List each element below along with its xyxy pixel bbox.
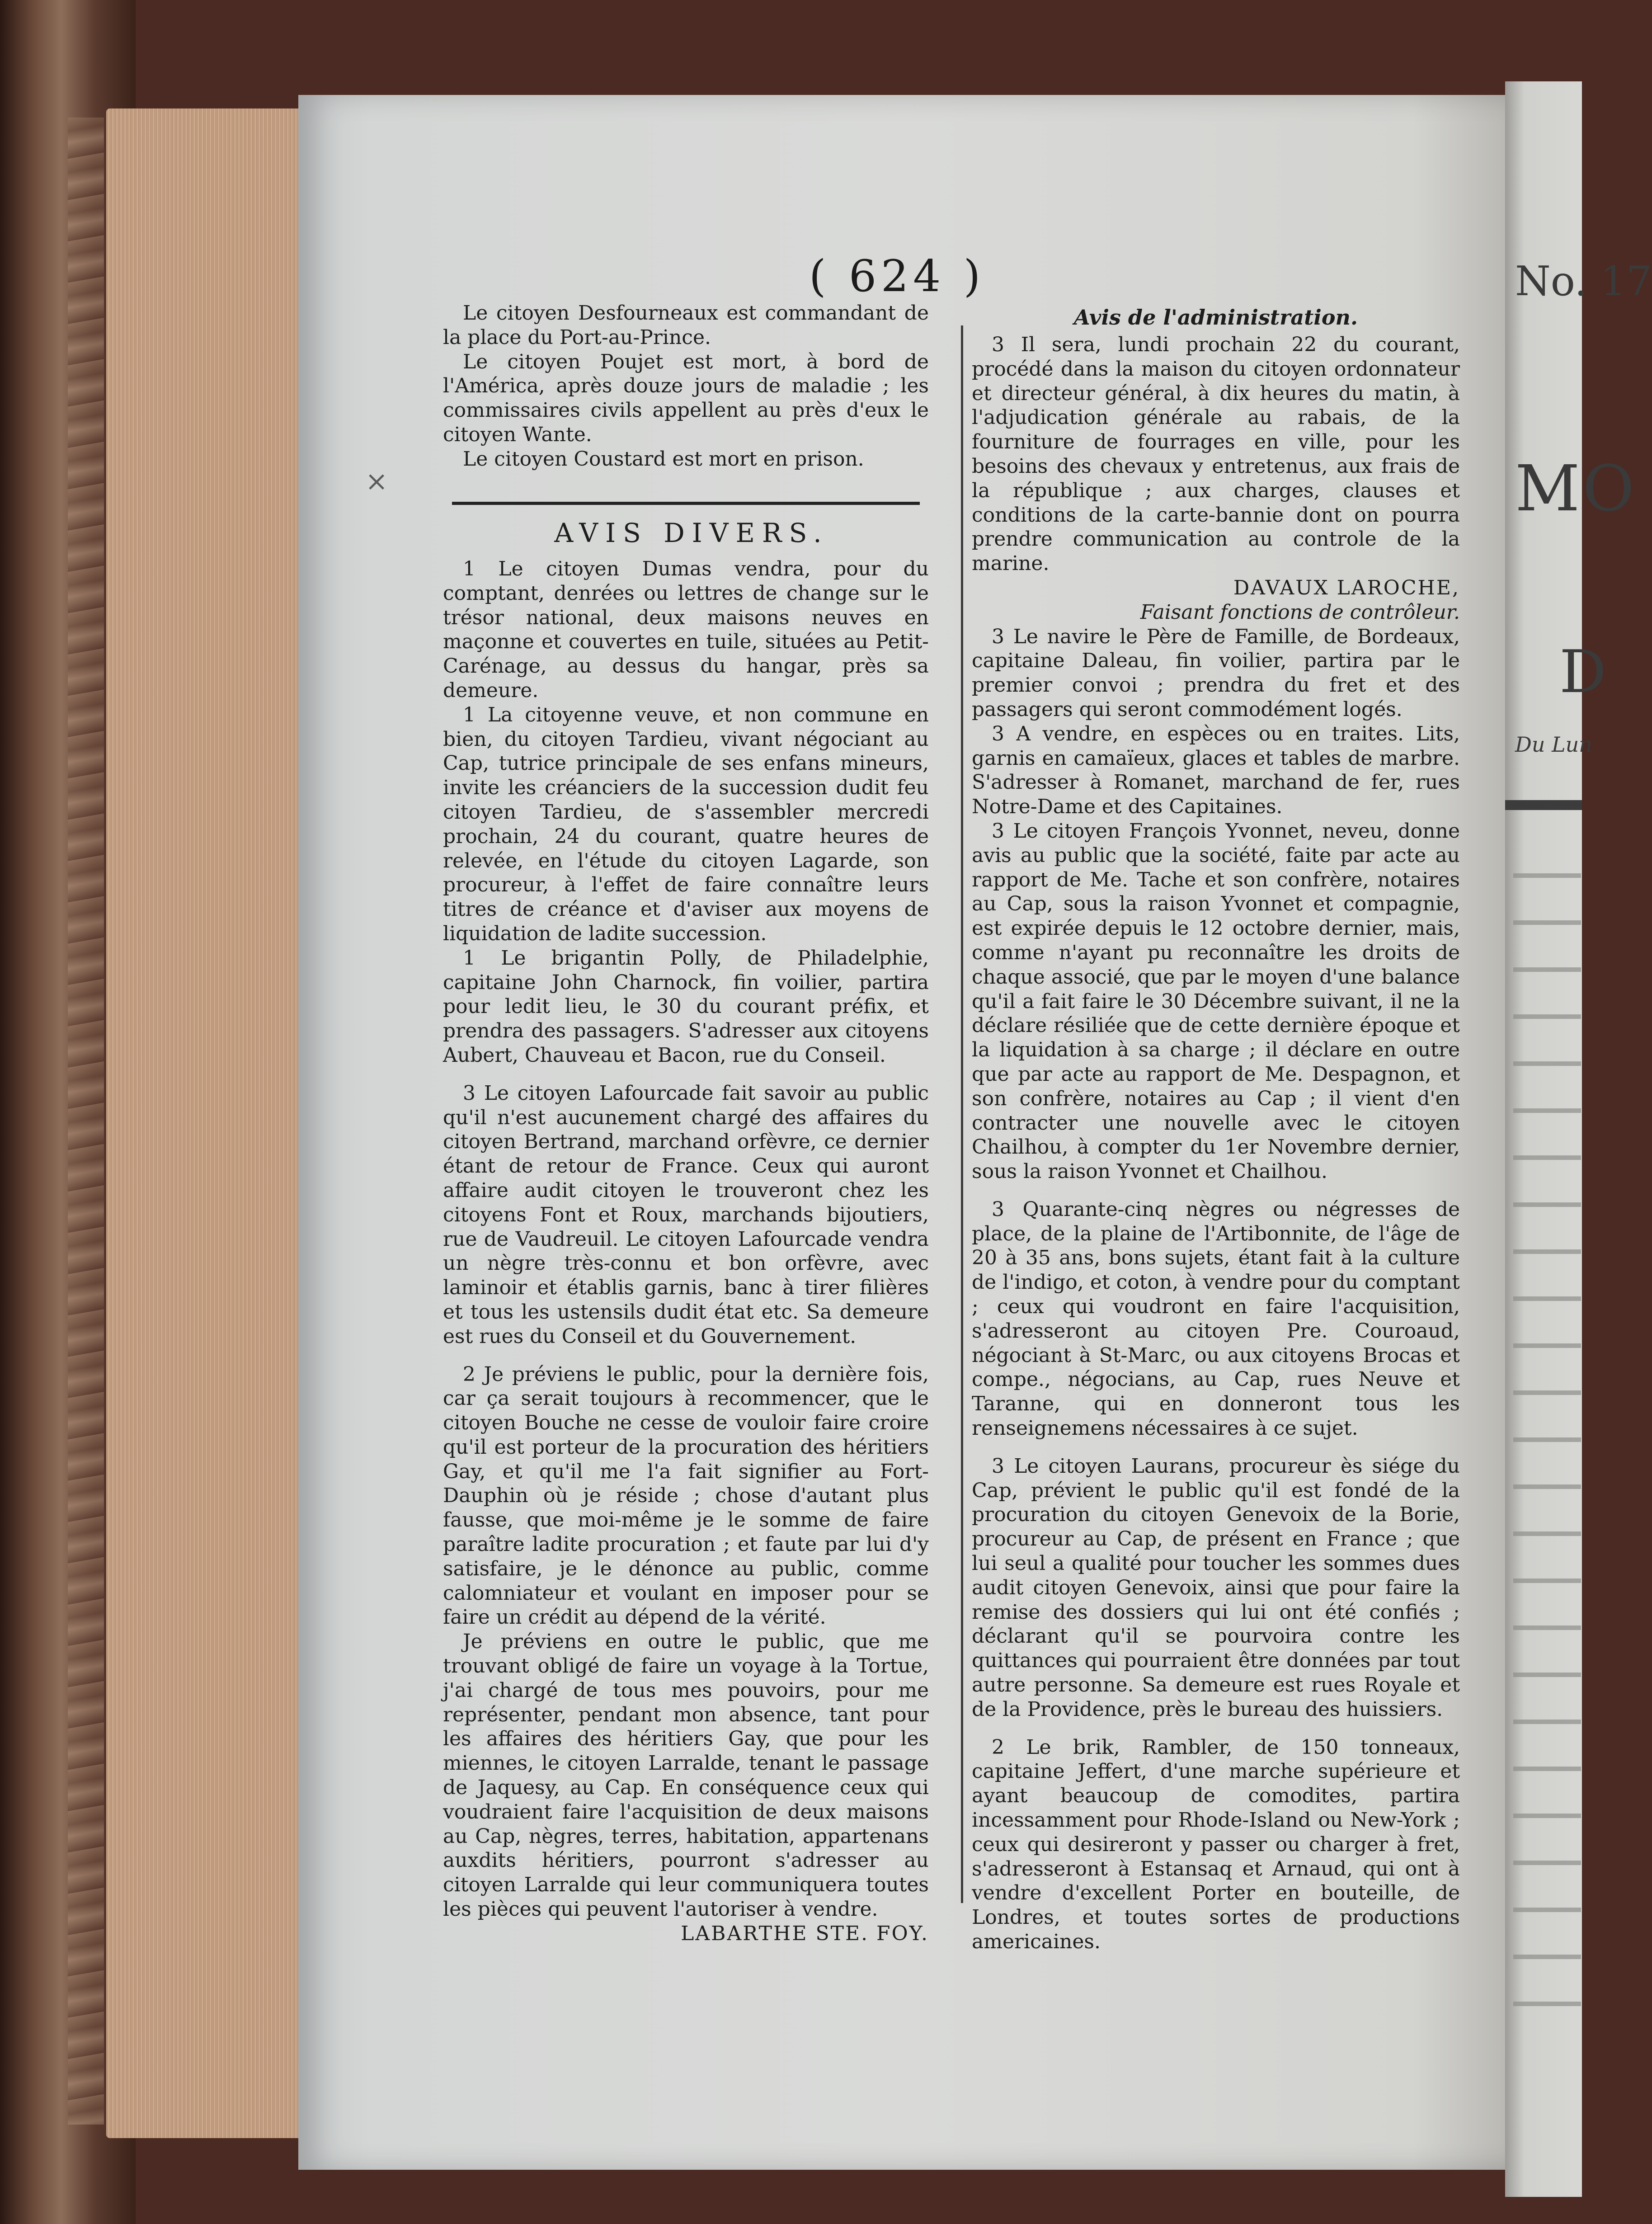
notice-signature: LABARTHE STE. FOY. [681,1922,929,1945]
notice-paragraph: 3 Le citoyen François Yvonnet, neveu, donne avis au public que la société, faite par acte au rapport de Me. Tache et son confrère, notaires au Cap, sous la raison Yvonnet et compagnie, est expirée depuis le 12 octobre dernier, mais, comme n'ayant pu reconnaître les droits de chaque associé, que par le moyen d'une balance qu'il a fait faire le 30 Décembre suivant, il ne la déclare résiliée que de cette dernière époque et la liquidation à sa charge ; il déclare en outre que par acte au rapport de Me. Despagnon, et son confrère, notaires au Cap ; il vient d'en contracter une nouvelle avec le citoyen Chailhou, à compter du 1er Novembre dernier, sous la raison Yvonnet et Chailhou. [972,819,1460,1183]
facing-page-subtitle: D [1559,637,1607,706]
page-number: ( 624 ) [809,251,985,302]
section-title: AVIS DIVERS. [554,518,829,548]
page-edges [106,108,305,2138]
admin-notice: 3 Il sera, lundi prochain 22 du courant, procédé dans la maison du citoyen ordonnateur et directeur général, à dix heures du matin, à l'adjudication générale au rabais, de la fourniture de fourrages en ville, pour les besoins des chevaux y entretenus, aux frais de la république ; aux charges, clauses et conditions de la carte-bannie dont on pourra prendre communication au controle de la marine. [972,333,1460,575]
pencil-mark: × [365,466,388,497]
notice-paragraph: 3 A vendre, en espèces ou en traites. Lits, garnis en camaïeux, glaces et tables de marbre. S'adresser à Romanet, marchand de fer, rues Notre-Dame et des Capitaines. [972,722,1460,819]
left-column [443,301,929,471]
facing-page-masthead: MO [1515,452,1638,526]
notice-paragraph: 1 Le brigantin Polly, de Philadelphie, capitaine John Charnock, fin voilier, partira pour ledit lieu, le 30 du courant préfix, et prendra des passagers. S'adresser aux citoyens Aubert, Chauveau et Bacon, rue du Conseil. [443,946,929,1067]
notice-paragraph: Je préviens en outre le public, que me trouvant obligé de faire un voyage à la Tortue, j'ai chargé de tous mes pouvoirs, pour me représenter, pendant mon absence, tant pour les affaires des héritiers Gay, que pour les miennes, le citoyen Larralde, tenant le passage de Jaquesy, au Cap. En conséquence ceux qui voudraient faire l'acquisition de deux maisons au Cap, nègres, terres, habitation, appartenans auxdits héritiers, pourront s'adresser au citoyen Larralde qui leur communiquera toutes les pièces qui peuvent l'autoriser à vendre. [443,1630,929,1921]
horizontal-rule [452,502,920,505]
notice-paragraph: 3 Le citoyen Laurans, procureur ès siége du Cap, prévient le public qu'il est fondé de la procuration du citoyen Genevoix de la Borie, procureur au Cap, de présent en France ; que lui seul a qualité pour toucher les sommes dues audit citoyen Genevoix, ainsi que pour faire la remise des dossiers qui lui ont été confiés ; déclarant qu'il se pourvoira contre les quittances qui pourraient être données par tout autre personne. Sa demeure est rues Royale et de la Providence, près le bureau des huissiers. [972,1454,1460,1721]
notice-paragraph: 2 Le brik, Rambler, de 150 tonneaux, capitaine Jeffert, d'une marche supérieure et ayant beaucoup de comodites, partira incessamment pour Rhode-Island ou New-York ; ceux qui desireront y passer ou charger à fret, s'adresseront à Estansaq et Arnaud, qui ont à vendre d'excellent Porter en bouteille, de Londres, et toutes sortes de productions americaines. [972,1735,1460,1953]
intro-paragraph: Le citoyen Poujet est mort, à bord de l'América, après douze jours de maladie ; les commissaires civils appellent au près d'eux le citoyen Wante. [443,350,929,446]
facing-page-text-lines [1513,850,1581,2025]
left-notices [443,557,929,1946]
intro-paragraph: Le citoyen Coustard est mort en prison. [463,447,864,471]
notice-paragraph: 1 La citoyenne veuve, et non commune en bien, du citoyen Tardieu, vivant négociant au Cap, tutrice principale de ses enfans mineurs, invite les créanciers de la succession dudit feu citoyen Tardieu, de s'assembler mercredi prochain, 24 du courant, quatre heures de relevée, en l'étude du citoyen Lagarde, son procureur, à l'effet de faire connaître leurs titres de créance et d'aviser aux moyens de liquidation de ladite succession. [443,703,929,945]
right-column [972,333,1460,1954]
admin-role: Faisant fonctions de contrôleur. [1140,600,1460,624]
administration-heading: Avis de l'administration. [1073,305,1358,330]
notice-paragraph: 3 Quarante-cinq nègres ou négresses de place, de la plaine de l'Artibonnite, de l'âge de 20 à 35 ans, bons sujets, étant fait à la culture de l'indigo, et coton, à vendre pour du comptant ; ceux qui voudront en faire l'acquisition, s'adresseront au citoyen Pre. Couroaud, négociant à St-Marc, ou aux citoyens Brocas et compe., négocians, au Cap, rues Neuve et Taranne, qui en donneront tous les renseignemens nécessaires à ce sujet. [972,1197,1460,1440]
notice-paragraph: 3 Le navire le Père de Famille, de Bordeaux, capitaine Daleau, fin voilier, partira par le premier convoi ; prendra du fret et des passagers qui seront commodément logés. [972,625,1460,721]
column-divider [961,325,963,1903]
facing-page-rule [1505,800,1582,810]
facing-page-number: No. 17 [1515,258,1652,305]
facing-page-fragment [1505,81,1652,2197]
notice-paragraph: 2 Je préviens le public, pour la dernière fois, car ça serait toujours à recommencer, que le citoyen Bouche ne cesse de vouloir faire croire qu'il est porteur de la procuration des héritiers Gay, et qu'il me l'a fait signifier au Fort-Dauphin où je réside ; chose d'autant plus fausse, que moi-même je le somme de faire paraître ladite procuration ; et faute par lui d'y satisfaire, je le dénonce au public, comme calomniateur et voulant en imposer pour se faire un crédit au dépend de la vérité. [443,1362,929,1629]
marbled-cover-pattern [68,118,104,2125]
notice-paragraph: 3 Le citoyen Lafourcade fait savoir au public qu'il n'est aucunement chargé des affaires du citoyen Bertrand, marchand orfèvre, ce dernier étant de retour de France. Ceux qui auront affaire audit citoyen le trouveront chez les citoyens Font et Roux, marchands bijoutiers, rue de Vaudreuil. Le citoyen Lafourcade vendra un nègre très-connu et bon orfèvre, avec laminoir et établis garnis, banc à tirer filières et tous les ustensils dudit état etc. Sa demeure est rues du Conseil et du Gouvernement. [443,1081,929,1348]
admin-signature: DAVAUX LAROCHE, [1233,576,1460,599]
notice-paragraph: 1 Le citoyen Dumas vendra, pour du comptant, denrées ou lettres de change sur le trésor national, deux maisons neuves en maçonne et couvertes en tuile, situées au Petit-Carénage, au dessus du hangar, près sa demeure. [443,557,929,702]
facing-page-date: Du Lun [1515,732,1592,757]
intro-paragraph: Le citoyen Desfourneaux est commandant de la place du Port-au-Prince. [443,302,929,349]
